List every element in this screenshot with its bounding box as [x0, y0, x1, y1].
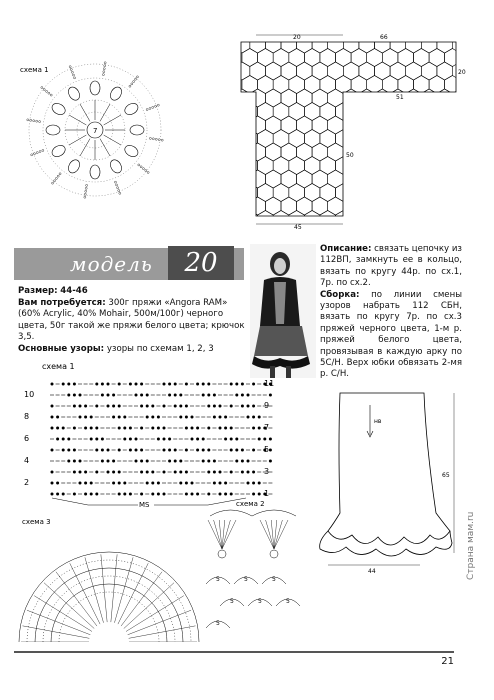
chart2-label: схема 2 [236, 500, 265, 508]
patterns-label: Основные узоры: [18, 343, 105, 354]
chart1-row-number-right: 5 [264, 445, 270, 454]
vest-dim-top-width: 66 [380, 34, 388, 41]
description-label: Описание: [320, 244, 372, 254]
vest-dim-bottom: 45 [294, 224, 302, 231]
assembly-label: Сборка: [320, 289, 360, 300]
footer-rule [14, 651, 454, 653]
chart2-repeat-number: 5 [244, 576, 248, 583]
motif-center-number: 7 [93, 127, 98, 135]
chart1-row-number-left: 6 [24, 434, 30, 443]
chart1-row-number-left: 2 [24, 478, 30, 487]
patterns-value: узоры по схемам 1, 2, 3 [106, 343, 214, 354]
watermark: Страна мам.ru [466, 511, 476, 580]
chart1-row-number-right: 1 [264, 489, 270, 498]
chart1-row-number-left: 4 [24, 456, 30, 465]
chart2-repeat-number: 5 [286, 598, 290, 605]
chart1-row-number-right: 3 [264, 467, 270, 476]
vest-schematic [238, 30, 468, 240]
model-title: модель [70, 252, 153, 276]
stitch-chart-1 [18, 360, 278, 510]
vest-dim-height: 50 [346, 152, 354, 159]
chart2-repeat-number: 5 [216, 576, 220, 583]
materials-value: 300г пряжи «Angora RAM» (60% Acrylic, 40% Mohair, 500м/100г) черного цвета, 50г такой же пряжи белого цвета; крючок 3,5. [18, 297, 245, 343]
chart2-repeat-number: 5 [230, 598, 234, 605]
size-value: 44-46 [60, 286, 88, 296]
vest-dim-side: 20 [458, 69, 466, 76]
materials-label: Вам потребуется: [18, 297, 106, 308]
crochet-motif-diagram [10, 30, 180, 200]
model-number: 20 [168, 246, 234, 280]
chart1-label: схема 1 [42, 362, 75, 371]
stitch-chart-3 [14, 512, 214, 642]
chart1-row-number-left: 8 [24, 412, 30, 421]
chart1-row-number-right: 7 [264, 423, 270, 432]
chart2-repeat-number: 5 [216, 620, 220, 627]
chart1-row-number-right: 9 [264, 401, 270, 410]
chart2-repeat-number: 5 [258, 598, 262, 605]
size-label: Размер: [18, 286, 58, 296]
chart1-repeat-label: MS [139, 501, 150, 509]
description-text: связать цепочку из 112ВП, замкнуть ее в кольцо, вязать по кругу 44р. по сх.1, 7р. по сх.2. [320, 244, 463, 289]
chart1-row-number-left: 10 [24, 390, 35, 399]
spec-block [18, 286, 250, 356]
chart3-label: схема 3 [22, 518, 51, 526]
skirt-schematic [300, 385, 460, 585]
skirt-direction: нв [374, 418, 382, 425]
skirt-dim-bottom: 44 [368, 568, 376, 575]
stitch-chart-2 [200, 494, 310, 644]
skirt-dim-height: 65 [442, 472, 450, 479]
vest-dim-mid-right: 51 [396, 94, 404, 101]
chart1-row-number-right: 11 [264, 379, 275, 388]
description-block [320, 244, 462, 381]
chart2-repeat-number: 5 [272, 576, 276, 583]
motif-label: схема 1 [20, 66, 49, 74]
page-number: 21 [441, 656, 454, 667]
model-photo [250, 244, 316, 378]
assembly-text: по линии смены узоров набрать 112 СБН, вязать по кругу 7р. по сх.3 пряжей черного цвета, 1-м р. пряжей белого цвета, провязывая в каждую арку по 5С/Н. Верх юбки обвязать 2-мя р. С/Н. [320, 289, 462, 380]
vest-dim-top-left: 20 [293, 34, 301, 41]
